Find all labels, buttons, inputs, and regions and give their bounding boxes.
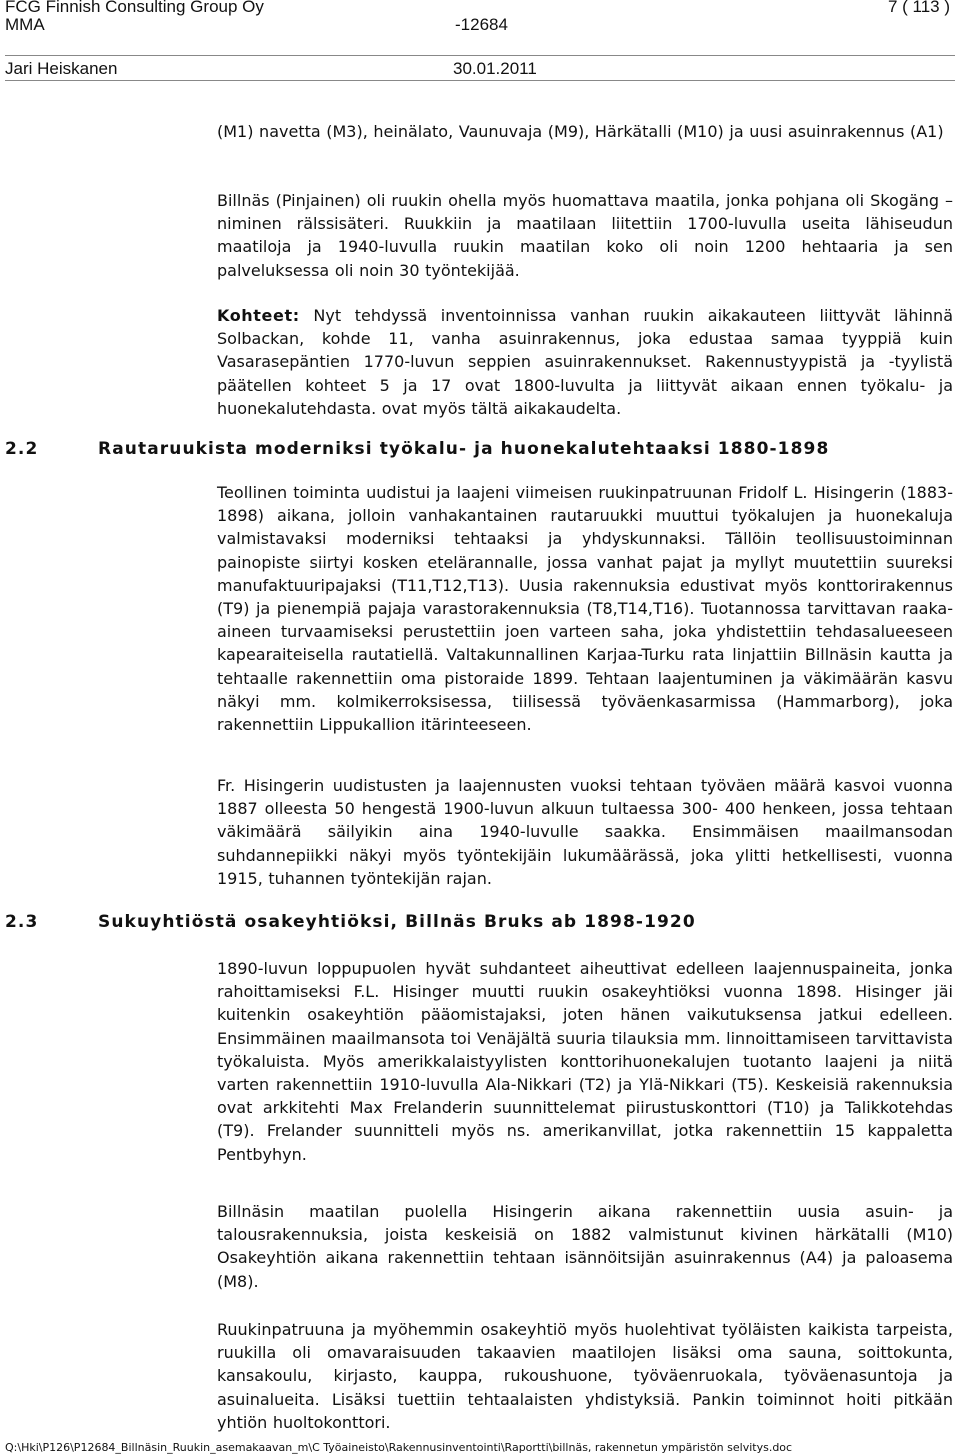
paragraph-billnas-farm: Billnäs (Pinjainen) oli ruukin ohella myös huomattava maatila, jonka pohjana oli Skogäng –niminen rälssisäteri. Ruukkiin ja maatilaan liitettiin 1700-luvulla useita lähiseudun maatiloja ja 1940-luvulla ruukin maatilan koko oli noin 1200 hehtaaria ja sen palveluksessa oli noin 30 työntekijää. [217, 191, 953, 280]
paragraph-worker-services: Ruukinpatruuna ja myöhemmin osakeyhtiö myös huolehtivat työläisten kaikista tarpeista, ruukilla oli omavaraisuuden takaavien maatilojen lisäksi oma sauna, soittokunta, kansakoulu, kirjasto, kauppa, rukoushuone, työväenruokala, työväenasuntoja ja asuinalueita. Lisäksi tuettiin tehtaalaisten yhdistyksiä. Pankin toiminnot hoiti pitkään yhtiön huoltokonttori. [217, 1320, 953, 1432]
kohteet-text: Nyt tehdyssä inventoinnissa vanhan ruukin aikakauteen liittyvät lähinnä Solbackan, kohde 11, vanha asuinrakennus, joka edustaa samaa tyyppiä kuin Vasarasepäntien 1770-luvun seppien asuinrakennukset. Rakennustyypistä ja -tyylistä päätellen kohteet 5 ja 17 ovat 1800-luvulta ja liittyvät aikaan ennen työkalu- ja huonekalutehdasta. ovat myös tältä aikakaudelta. [217, 306, 953, 418]
company-name: FCG Finnish Consulting Group Oy [5, 0, 264, 16]
section-number: 2.3 [5, 912, 39, 932]
paragraph-farm-buildings: Billnäsin maatilan puolella Hisingerin aikana rakennettiin uusia asuin- ja talousrakennuksia, joista keskeisiä on 1882 valmistunut kivinen härkätalli (M10) Osakeyhtiön aikana rakennettiin tehtaan isännöitsijän asuinrakennus (A4) ja paloasema (M8). [217, 1202, 953, 1291]
paragraph-industrial-renewal: Teollinen toiminta uudistui ja laajeni viimeisen ruukinpatruunan Fridolf L. Hisingerin (1883-1898) aikana, jolloin vanhakantainen rautaruukki muuttui työkalujen ja huonekaluja valmistavaksi moderniksi tehtaaksi ja yhdyskunnaksi. Tällöin teollisuustoiminnan painopiste siirtyi kosken etelärannalle, jossa vanhat pajat ja myllyt muutettiin suureksi manufaktuuripajaksi (T11,T12,T13). Uusia rakennuksia edustivat myös konttorirakennus (T9) ja pienempiä pajaja varastorakennuksia (T8,T14,T16). Tuotannossa tarvittavan raaka-aineen turvaamiseksi perustettiin joen varteen saha, joka yhdistettiin tehdasalueeseen kapearaiteisella rautatiellä. Valtakunnallinen Karjaa-Turku rata linjattiin Billnäsin kautta ja tehtaalle rakennettiin oma pistoraide 1899. Tehtaan laajentuminen ja väkimäärän kasvu näkyi mm. kolmikerroksisessa, tiilisessä työväenkasarmissa (Hammarborg), joka rakennettiin Lippukallion itärinteeseen. [217, 483, 953, 735]
header-row-project [5, 15, 950, 35]
header-row-author [5, 59, 950, 79]
section-heading-2-3 [5, 911, 945, 933]
paragraph-kohteet [217, 304, 953, 420]
org-code: MMA [5, 15, 45, 34]
paragraph-buildings-list: (M1) navetta (M3), heinälato, Vaunuvaja (M9), Härkätalli (M10) ja uusi asuinrakennus (A1) [217, 122, 944, 141]
section-heading-2-2 [5, 438, 945, 460]
project-number: -12684 [455, 15, 508, 34]
page-number: 7 ( 113 ) [887, 0, 950, 16]
kohteet-label: Kohteet: [217, 306, 300, 325]
section-title: Rautaruukista moderniksi työkalu- ja huonekalutehtaaksi 1880-1898 [98, 439, 830, 459]
header-divider [5, 55, 955, 56]
section-title: Sukuyhtiöstä osakeyhtiöksi, Billnäs Bruks ab 1898-1920 [98, 912, 696, 932]
footer-file-path: Q:\Hki\P126\P12684_Billnäsin_Ruukin_asemakaavan_m\C Työaineisto\Rakennusinventointi\Raportti\billnäs, rakennetun ympäristön selvitys.doc [5, 1441, 793, 1454]
header-divider-bottom [5, 80, 955, 81]
paragraph-joint-stock: 1890-luvun loppupuolen hyvät suhdanteet aiheuttivat edelleen laajennuspaineita, jonka rahoittamiseksi F.L. Hisinger muutti ruukin osakeyhtiöksi vuonna 1898. Hisinger jäi kuitenkin osakeyhtiön pääomistajaksi, joten hänen vaikutuksensa jatkui edelleen. Ensimmäinen maailmansota toi Venäjältä suuria tilauksia mm. linnoittamiseen tarvittavista työkaluista. Myös amerikkalaistyylisten konttorihuonekalujen tuotanto laajeni ja niitä varten rakennettiin 1910-luvulla Ala-Nikkari (T2) ja Ylä-Nikkari (T5). Keskeisiä rakennuksia ovat arkkitehti Max Frelanderin suunnittelemat piirustuskonttori (T10) ja Talikkotehdas (T9). Frelander suunnitteli myös ns. amerikanvillat, jotka rakennettiin 15 kappaletta Pentbyhyn. [217, 959, 953, 1164]
document-date: 30.01.2011 [453, 59, 537, 78]
paragraph-workforce: Fr. Hisingerin uudistusten ja laajennusten vuoksi tehtaan työväen määrä kasvoi vuonna 1887 olleesta 50 hengestä 1900-luvun alkuun tultaessa 300- 400 henkeen, jossa tehtaan väkimäärä säilyikin aina 1940-luvulle saakka. Ensimmäisen maailmansodan suhdannepiikki näkyi myös työntekijäin lukumäärässä, joka ylitti hetkellisesti, vuonna 1915, tuhannen työntekijän rajan. [217, 776, 953, 888]
section-number: 2.2 [5, 439, 39, 459]
author-name: Jari Heiskanen [5, 59, 118, 78]
